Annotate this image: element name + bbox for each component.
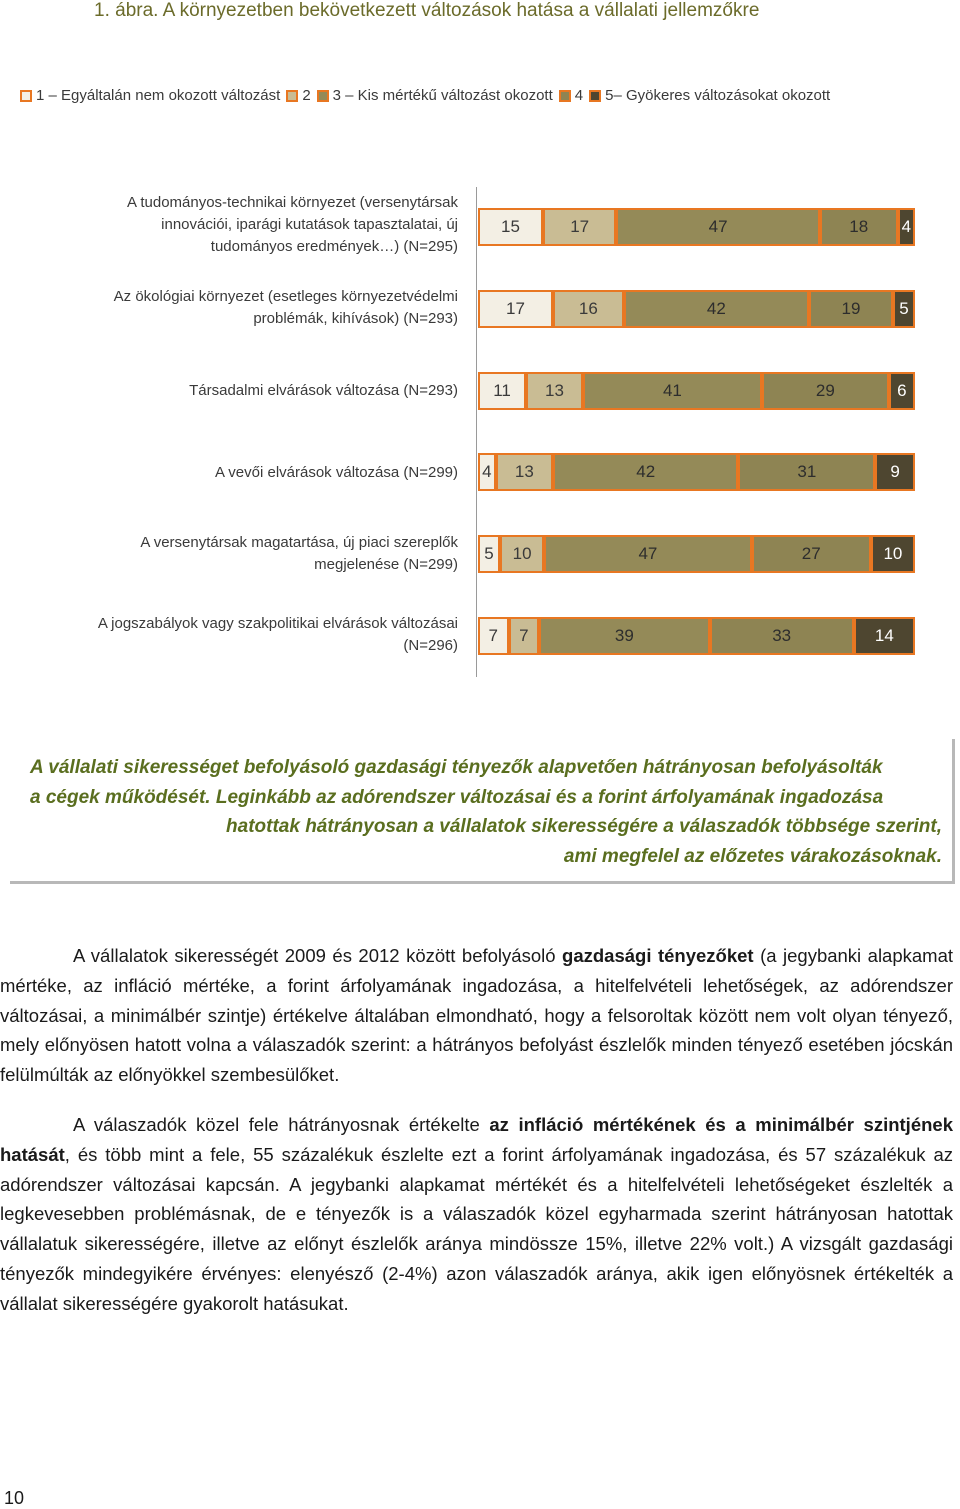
data-label: 5 [484, 544, 494, 563]
bar-segment [543, 208, 617, 246]
category-label-line: Társadalmi elvárások változása (N=293) [189, 382, 458, 399]
summary-line-3: hatottak hátrányosan a vállalatok sikerességére a válaszadók többsége szerint, [226, 816, 942, 837]
bar-segment [478, 453, 496, 491]
data-label: 42 [636, 462, 656, 481]
summary-box [10, 739, 955, 884]
bar-segment [809, 290, 893, 328]
paragraph-2-text-b: , és több mint a fele, 55 százalékuk észlelte ezt a forint árfolyamának ingadozása, és 57 százalékuk az adórendszer változásai kapcsán. A jegybanki alapkamat mértékét és a hitelfelvételi lehetőségeket észlelték a legkevesebben problémásnak, de e tényezők is a válaszadók közel egyharmada szerint hátrányosan hatottak vállalatuk sikerességére, illetve az előnyt észlelők aránya mindössze 15%, illetve 22% volt.) A vizsgált gazdasági tényezők mindegyikére érvényes: elenyésző (2-4%) azon válaszadók aránya, akik igen előnyösnek értékelték a vállalat sikerességére gyakorolt hatásukat. [0, 1143, 953, 1314]
data-label: 17 [570, 217, 590, 236]
legend-label-4: 4 [574, 87, 584, 104]
data-label: 6 [897, 381, 907, 400]
bar-segment [898, 208, 915, 246]
category-label-line: tudományos eredmények…) (N=295) [210, 238, 458, 255]
paragraph-1 [0, 941, 953, 1090]
data-label: 7 [519, 626, 529, 645]
data-label: 27 [801, 544, 821, 563]
data-label: 33 [772, 626, 792, 645]
bar-segment [889, 372, 915, 410]
category-label-line: Az ökológiai környezet (esetleges környezetvédelmi [113, 288, 458, 305]
category-label [28, 462, 458, 484]
bar-segment [478, 372, 526, 410]
data-label: 10 [512, 544, 532, 563]
summary-line-1: A vállalati sikerességet befolyásoló gazdasági tényezők alapvetően hátrányosan befolyásolták [30, 757, 883, 778]
bar-segment [624, 290, 809, 328]
category-label [28, 613, 458, 657]
data-label: 14 [874, 626, 894, 645]
data-label: 16 [578, 299, 598, 318]
category-label-line: A tudományos-technikai környezet (versenytársak [127, 194, 458, 211]
paragraph-2-bold: az infláció mértékének és a minimálbér szintjének hatását [0, 1113, 953, 1165]
bar-segment [875, 453, 915, 491]
bar-segment [752, 535, 871, 573]
data-label: 5 [899, 299, 909, 318]
data-label: 9 [890, 462, 900, 481]
data-label: 11 [493, 381, 511, 400]
data-label: 42 [706, 299, 726, 318]
data-label: 31 [797, 462, 817, 481]
stacked-bar [478, 535, 915, 573]
paragraph-1-text-a: A vállalatok sikerességét 2009 és 2012 között befolyásoló [73, 945, 563, 966]
data-label: 4 [482, 462, 492, 481]
stacked-bar [478, 617, 915, 655]
data-label: 15 [500, 217, 520, 236]
paragraph-1-bold: gazdasági tényezőket [562, 945, 754, 966]
bar-segment [893, 290, 915, 328]
category-label [28, 380, 458, 402]
bar-segment [553, 453, 738, 491]
data-label: 41 [662, 381, 682, 400]
body-text [0, 941, 953, 1339]
data-label: 7 [488, 626, 499, 645]
data-label: 47 [638, 544, 658, 563]
bar-segment [478, 208, 543, 246]
stacked-bar-chart [0, 0, 960, 700]
figure-title: 1. ábra. A környezetben bekövetkezett változások hatása a vállalati jellemzőkre [94, 0, 760, 21]
bar-segment [544, 535, 751, 573]
bar-segment [871, 535, 915, 573]
category-label-line: A versenytársak magatartása, új piaci szereplők [140, 534, 458, 551]
bar-segment [478, 290, 553, 328]
bar-segment [478, 535, 500, 573]
category-label-line: (N=296) [403, 637, 458, 654]
bar-segment [710, 617, 854, 655]
stacked-bar [478, 290, 915, 328]
bar-segment [496, 453, 553, 491]
legend-label-2: 2 [302, 87, 311, 104]
stacked-bar [478, 453, 915, 491]
category-label [28, 192, 458, 258]
category-axis-line [476, 187, 477, 677]
legend-label-5: 5– Gyökeres változásokat okozott [605, 87, 831, 104]
bar-segment [526, 372, 583, 410]
bar-segment [762, 372, 889, 410]
stacked-bar [478, 208, 915, 246]
data-label: 47 [708, 217, 728, 236]
paragraph-2-text-a: A válaszadók közel fele hátrányosnak értékelte [73, 1113, 490, 1135]
bar-segment [509, 617, 540, 655]
category-label [28, 532, 458, 576]
data-label: 13 [545, 381, 564, 400]
page-number: 10 [4, 1488, 25, 1508]
summary-text [10, 739, 952, 871]
bar-segment [854, 617, 915, 655]
data-label: 39 [614, 626, 634, 645]
category-label-line: innovációi, iparági kutatások tapasztalatai, új [161, 216, 458, 233]
category-label-line: A vevői elvárások változása (N=299) [214, 464, 458, 481]
bar-segment [738, 453, 875, 491]
bar-segment [500, 535, 544, 573]
bar-segment [820, 208, 898, 246]
stacked-bar [478, 372, 915, 410]
bar-segment [478, 617, 509, 655]
legend-label-1: 1 – Egyáltalán nem okozott változást [36, 87, 281, 104]
data-label: 17 [506, 299, 525, 318]
summary-line-2: a cégek működését. Leginkább az adórendszer változásai és a forint árfolyamának ingadozása [30, 786, 884, 808]
paragraph-1-text-b: (a jegybanki alapkamat mértéke, az infláció mértéke, a forint árfolyamának ingadozása, a hitelfelvételi lehetőségek, az adórendszer változásai, a minimálbér szintje) értékelve általában elmondható, hogy a felsoroltak között nem volt olyan tényező, mely előnyösen hatott volna a válaszadók szerint: a hátrányos befolyást észlelők minden tényező esetében jócskán felülmúlták az előnyökkel szembesülőket. [0, 945, 954, 1086]
category-label-line: problémák, kihívások) (N=293) [253, 310, 458, 327]
category-label-line: megjelenése (N=299) [314, 556, 458, 573]
summary-line-4: ami megfelel az előzetes várakozásoknak. [563, 845, 942, 867]
data-label: 19 [841, 299, 861, 318]
data-label: 18 [849, 217, 869, 236]
data-label: 10 [883, 544, 903, 563]
bar-segment [616, 208, 819, 246]
data-label: 13 [514, 462, 534, 481]
data-label: 4 [901, 217, 912, 236]
category-label [28, 286, 458, 330]
legend-label-3: 3 – Kis mértékű változást okozott [332, 87, 553, 104]
category-label-line: A jogszabályok vagy szakpolitikai elvárások változásai [97, 615, 458, 632]
bar-segment [583, 372, 762, 410]
data-label: 29 [815, 381, 835, 400]
paragraph-2 [0, 1110, 953, 1319]
bar-segment [539, 617, 709, 655]
bar-segment [553, 290, 624, 328]
